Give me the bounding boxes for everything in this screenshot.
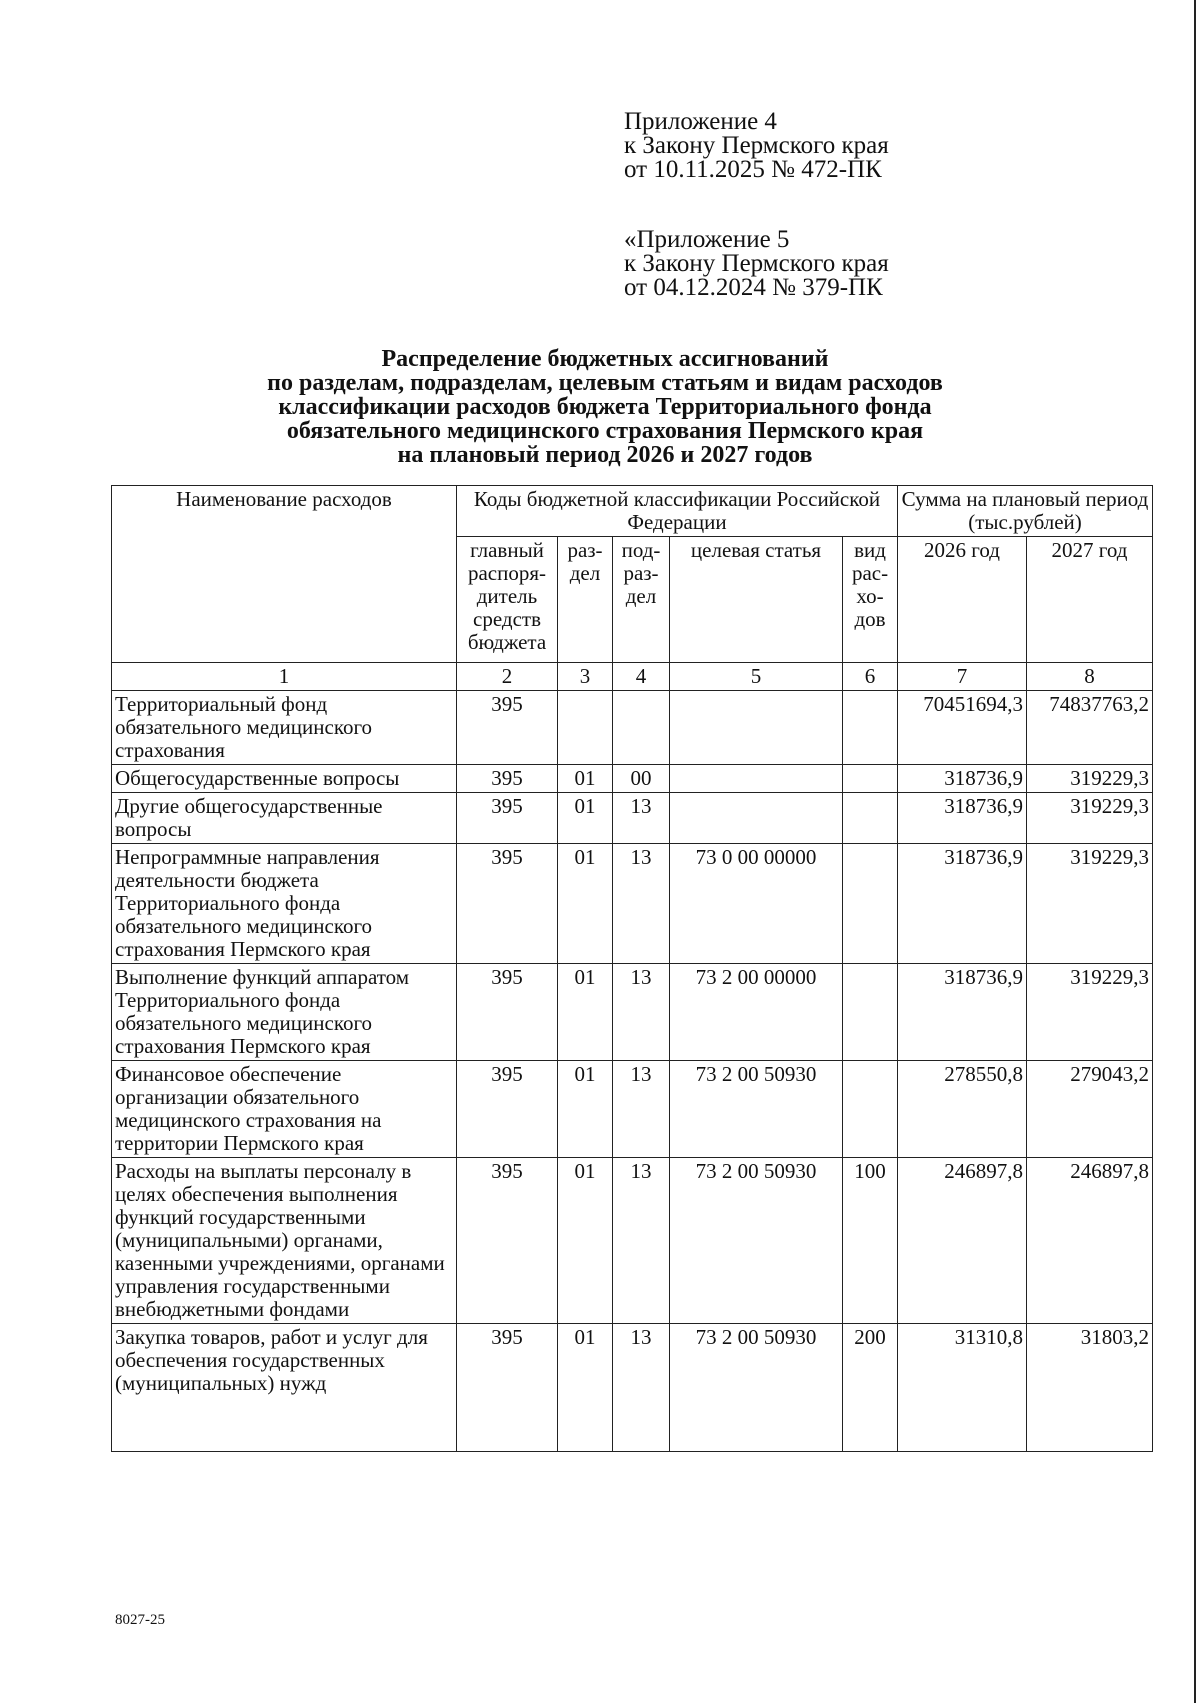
row-subsection bbox=[613, 691, 670, 765]
header-row-top bbox=[112, 486, 1153, 537]
header-subsection: под-раз-дел bbox=[613, 537, 670, 663]
row-type bbox=[843, 844, 898, 964]
row-2027: 319229,3 bbox=[1027, 793, 1153, 844]
table-row bbox=[112, 765, 1153, 793]
row-subsection: 13 bbox=[613, 793, 670, 844]
row-type bbox=[843, 964, 898, 1061]
column-number: 3 bbox=[558, 663, 613, 691]
row-2026: 318736,9 bbox=[898, 844, 1027, 964]
row-admin: 395 bbox=[457, 844, 558, 964]
appendix-current-line-2: к Закону Пермского края bbox=[624, 132, 889, 159]
row-section: 01 bbox=[558, 793, 613, 844]
row-subsection: 13 bbox=[613, 1324, 670, 1452]
row-type: 100 bbox=[843, 1158, 898, 1324]
row-2027: 31803,2 bbox=[1027, 1324, 1153, 1452]
column-number: 1 bbox=[112, 663, 457, 691]
table-row bbox=[112, 844, 1153, 964]
row-2027: 319229,3 bbox=[1027, 844, 1153, 964]
row-admin: 395 bbox=[457, 793, 558, 844]
row-name: Финансовое обеспечение организации обязательного медицинского страхования на территории Пермского края bbox=[112, 1061, 457, 1158]
document-title bbox=[120, 347, 1090, 467]
appendix-amended-line-2: к Закону Пермского края bbox=[624, 250, 889, 277]
header-target: целевая статья bbox=[670, 537, 843, 663]
row-2026: 318736,9 bbox=[898, 793, 1027, 844]
row-target bbox=[670, 793, 843, 844]
header-sum-group: Сумма на плановый период (тыс.рублей) bbox=[898, 486, 1153, 537]
column-number: 2 bbox=[457, 663, 558, 691]
row-target bbox=[670, 691, 843, 765]
row-name: Территориальный фонд обязательного медицинского страхования bbox=[112, 691, 457, 765]
row-type bbox=[843, 765, 898, 793]
row-subsection: 13 bbox=[613, 844, 670, 964]
row-2027: 319229,3 bbox=[1027, 964, 1153, 1061]
row-section: 01 bbox=[558, 765, 613, 793]
row-section: 01 bbox=[558, 964, 613, 1061]
appendix-amended-line-3: от 04.12.2024 № 379-ПК bbox=[624, 274, 883, 301]
row-subsection: 13 bbox=[613, 1158, 670, 1324]
row-2026: 70451694,3 bbox=[898, 691, 1027, 765]
table-row bbox=[112, 1324, 1153, 1452]
row-2027: 246897,8 bbox=[1027, 1158, 1153, 1324]
row-admin: 395 bbox=[457, 691, 558, 765]
row-2026: 31310,8 bbox=[898, 1324, 1027, 1452]
table-row bbox=[112, 793, 1153, 844]
row-target: 73 2 00 00000 bbox=[670, 964, 843, 1061]
appendix-current-line-3: от 10.11.2025 № 472-ПК bbox=[624, 156, 882, 183]
row-section bbox=[558, 691, 613, 765]
row-name: Расходы на выплаты персоналу в целях обеспечения выполнения функций государственными (муниципальными) органами, казенными учреждениями, органами управления государственными внебюджетными фондами bbox=[112, 1158, 457, 1324]
column-number: 7 bbox=[898, 663, 1027, 691]
column-number: 6 bbox=[843, 663, 898, 691]
row-name: Общегосударственные вопросы bbox=[112, 765, 457, 793]
header-name: Наименование расходов bbox=[112, 486, 457, 663]
row-2027: 74837763,2 bbox=[1027, 691, 1153, 765]
row-admin: 395 bbox=[457, 765, 558, 793]
title-line-1: Распределение бюджетных ассигнований bbox=[381, 346, 829, 372]
table-row bbox=[112, 964, 1153, 1061]
header-codes-group: Коды бюджетной классификации Российской Федерации bbox=[457, 486, 898, 537]
column-number: 5 bbox=[670, 663, 843, 691]
row-2026: 246897,8 bbox=[898, 1158, 1027, 1324]
title-line-3: классификации расходов бюджета Территориального фонда bbox=[278, 394, 932, 420]
table-row bbox=[112, 1158, 1153, 1324]
row-type bbox=[843, 1061, 898, 1158]
row-admin: 395 bbox=[457, 1158, 558, 1324]
table-row bbox=[112, 1061, 1153, 1158]
row-name: Выполнение функций аппаратом Территориального фонда обязательного медицинского страхования Пермского края bbox=[112, 964, 457, 1061]
row-target: 73 2 00 50930 bbox=[670, 1061, 843, 1158]
page-edge-line bbox=[1194, 0, 1196, 1703]
header-section: раз-дел bbox=[558, 537, 613, 663]
row-admin: 395 bbox=[457, 964, 558, 1061]
title-line-5: на плановый период 2026 и 2027 годов bbox=[397, 442, 813, 468]
row-section: 01 bbox=[558, 1061, 613, 1158]
header-type: вид рас-хо-дов bbox=[843, 537, 898, 663]
row-subsection: 00 bbox=[613, 765, 670, 793]
document-code: 8027-25 bbox=[115, 1612, 165, 1628]
column-number: 4 bbox=[613, 663, 670, 691]
row-2026: 278550,8 bbox=[898, 1061, 1027, 1158]
row-name: Закупка товаров, работ и услуг для обеспечения государственных (муниципальных) нужд bbox=[112, 1324, 457, 1452]
row-target: 73 2 00 50930 bbox=[670, 1324, 843, 1452]
row-target: 73 0 00 00000 bbox=[670, 844, 843, 964]
row-type bbox=[843, 691, 898, 765]
row-2026: 318736,9 bbox=[898, 964, 1027, 1061]
row-type bbox=[843, 793, 898, 844]
row-type: 200 bbox=[843, 1324, 898, 1452]
appendix-current-reference bbox=[624, 110, 889, 182]
header-2026: 2026 год bbox=[898, 537, 1027, 663]
row-name: Непрограммные направления деятельности бюджета Территориального фонда обязательного медицинского страхования Пермского края bbox=[112, 844, 457, 964]
row-target bbox=[670, 765, 843, 793]
row-admin: 395 bbox=[457, 1061, 558, 1158]
row-subsection: 13 bbox=[613, 1061, 670, 1158]
row-2027: 279043,2 bbox=[1027, 1061, 1153, 1158]
column-number: 8 bbox=[1027, 663, 1153, 691]
row-admin: 395 bbox=[457, 1324, 558, 1452]
row-2027: 319229,3 bbox=[1027, 765, 1153, 793]
row-2026: 318736,9 bbox=[898, 765, 1027, 793]
header-admin: главный распоря-дитель средств бюджета bbox=[457, 537, 558, 663]
header-2027: 2027 год bbox=[1027, 537, 1153, 663]
row-section: 01 bbox=[558, 1158, 613, 1324]
title-line-2: по разделам, подразделам, целевым статьям и видам расходов bbox=[267, 370, 943, 396]
appendix-amended-line-1: «Приложение 5 bbox=[624, 226, 790, 253]
appendix-amended-reference bbox=[624, 228, 889, 300]
column-numbers-row bbox=[112, 663, 1153, 691]
row-target: 73 2 00 50930 bbox=[670, 1158, 843, 1324]
row-name: Другие общегосударственные вопросы bbox=[112, 793, 457, 844]
row-section: 01 bbox=[558, 844, 613, 964]
table-row bbox=[112, 691, 1153, 765]
budget-allocation-table bbox=[111, 485, 1153, 1452]
row-subsection: 13 bbox=[613, 964, 670, 1061]
appendix-current-line-1: Приложение 4 bbox=[624, 108, 777, 135]
title-line-4: обязательного медицинского страхования Пермского края bbox=[286, 418, 924, 444]
row-section: 01 bbox=[558, 1324, 613, 1452]
